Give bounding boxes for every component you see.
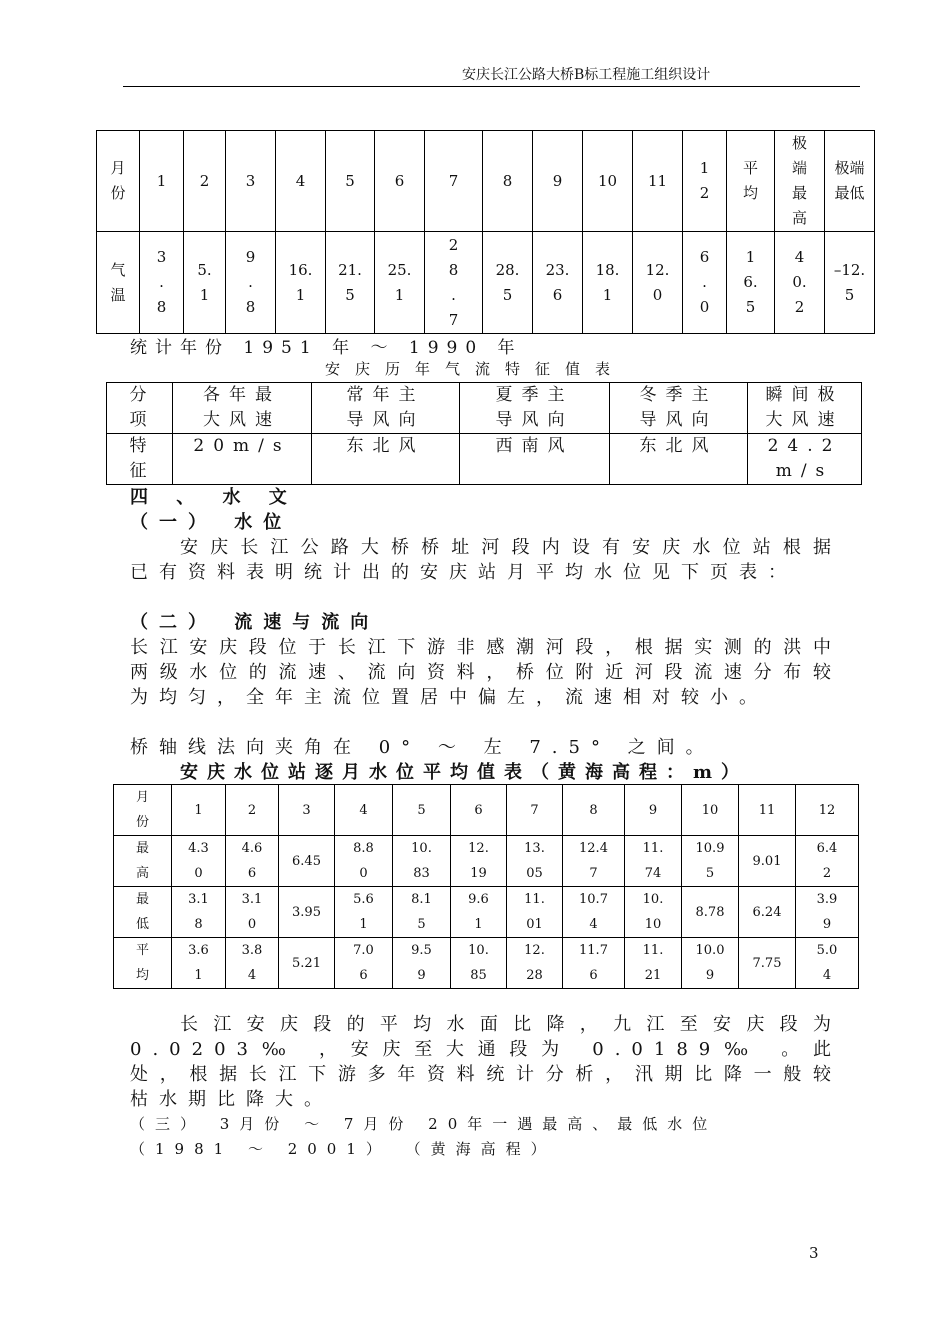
water-value-cell xyxy=(796,938,859,989)
wind-header-cell-text: 各年最大风速 xyxy=(203,385,281,430)
paragraph-flow: 长江安庆段位于长江下游非感潮河段，根据实测的洪中两级水位的流速、流向资料，桥位附近河段流速分布较为均匀，全年主流位置居中偏左，流速相对较小。 xyxy=(130,637,842,708)
table-row xyxy=(114,887,859,938)
water-value-cell-text: 9.01 xyxy=(752,853,782,869)
water-value-cell-text: 4.30 xyxy=(188,841,209,881)
water-header-cell xyxy=(451,785,507,836)
water-value-cell-text: 10.74 xyxy=(579,892,608,932)
water-value-cell xyxy=(682,836,739,887)
temperature-value-cell xyxy=(326,232,375,334)
water-value-cell-text: 5.61 xyxy=(353,892,374,932)
temperature-value-cell xyxy=(184,232,226,334)
water-value-cell-text: 12.47 xyxy=(579,841,608,881)
temperature-header-cell xyxy=(633,131,683,232)
water-value-cell xyxy=(739,938,796,989)
temperature-table xyxy=(96,130,875,334)
water-value-cell xyxy=(172,938,226,989)
water-value-cell-text: 7.75 xyxy=(752,955,782,971)
water-value-cell xyxy=(796,836,859,887)
water-value-cell xyxy=(279,836,335,887)
water-value-cell-text: 11.01 xyxy=(524,892,545,932)
temperature-header-cell-text: 9 xyxy=(552,171,563,190)
wind-value-cell xyxy=(460,434,610,485)
water-value-cell-text: 8.80 xyxy=(353,841,374,881)
temperature-value-cell xyxy=(775,232,825,334)
water-value-cell xyxy=(335,938,393,989)
temperature-note: 统计年份 1951 年 ～ 1990 年 xyxy=(130,338,523,358)
water-value-cell-text: 6.45 xyxy=(292,853,321,869)
water-value-cell xyxy=(625,887,682,938)
temperature-value-cell xyxy=(825,232,875,334)
wind-value-cell xyxy=(312,434,460,485)
wind-header-cell-text: 瞬间极大风速 xyxy=(765,385,844,430)
temperature-value-cell-text: 18.1 xyxy=(595,260,620,304)
temperature-header-cell xyxy=(425,131,483,232)
temperature-header-row xyxy=(97,131,875,232)
temperature-value-cell xyxy=(727,232,775,334)
wind-value-cell-text: 西南风 xyxy=(495,436,574,456)
water-header-cell-text: 9 xyxy=(648,802,658,818)
temperature-header-cell xyxy=(97,131,140,232)
water-header-cell-text: 月份 xyxy=(135,790,149,830)
wind-header-cell-text: 冬季主导风向 xyxy=(639,385,718,430)
wind-header-row xyxy=(107,383,862,434)
temperature-header-cell-text: 2 xyxy=(199,171,210,190)
page-header-title: 安庆长江公路大桥B标工程施工组织设计 xyxy=(462,67,711,83)
temperature-value-cell xyxy=(425,232,483,334)
water-value-cell xyxy=(114,836,172,887)
wind-header-cell xyxy=(312,383,460,434)
temperature-header-cell xyxy=(184,131,226,232)
temperature-header-cell-text: 4 xyxy=(295,171,306,190)
water-value-cell xyxy=(507,836,563,887)
temperature-value-cell-text: 21.5 xyxy=(338,260,362,304)
temperature-header-cell-text: 8 xyxy=(502,171,513,190)
water-value-cell-text: 3.84 xyxy=(241,943,263,983)
temperature-value-cell xyxy=(226,232,276,334)
table-row xyxy=(114,836,859,887)
water-value-cell-text: 5.04 xyxy=(816,943,838,983)
wind-header-cell xyxy=(107,383,173,434)
water-header-cell-text: 4 xyxy=(359,802,368,818)
water-header-cell-text: 5 xyxy=(417,802,426,818)
temperature-value-cell-text: 40.2 xyxy=(792,248,807,316)
paragraph-bridge-angle: 桥轴线法向夹角在 0° ～ 左 7.5° 之间。 xyxy=(130,737,715,758)
temperature-value-cell-text: 16.5 xyxy=(743,248,758,316)
temperature-header-cell-text: 10 xyxy=(597,171,618,190)
temperature-header-cell xyxy=(375,131,425,232)
water-value-cell xyxy=(172,836,226,887)
subsection-20yr-line2: （1981 ～ 2001） （黄海高程） xyxy=(130,1140,556,1158)
temperature-header-cell xyxy=(825,131,875,232)
temperature-value-cell-text: –12.5 xyxy=(833,260,866,304)
wind-value-cell xyxy=(610,434,748,485)
water-value-cell xyxy=(625,836,682,887)
temperature-data-row xyxy=(97,232,875,334)
wind-header-cell-text: 夏季主导风向 xyxy=(495,385,574,430)
water-value-cell-text: 10.09 xyxy=(695,943,725,983)
wind-header-cell xyxy=(460,383,610,434)
temperature-value-cell-text: 28.5 xyxy=(495,260,520,304)
water-value-cell-text: 3.99 xyxy=(816,892,838,932)
water-value-cell-text: 11.76 xyxy=(579,943,608,983)
subsection-20yr-line1: （三） 3月份 ～ 7月份 20年一遇最高、最低水位 xyxy=(130,1115,718,1133)
temperature-header-cell-text: 3 xyxy=(245,171,256,190)
water-value-cell xyxy=(451,938,507,989)
water-value-cell xyxy=(563,887,625,938)
temperature-value-cell-text: 28.7 xyxy=(448,235,459,329)
water-header-row xyxy=(114,785,859,836)
temperature-value-cell xyxy=(583,232,633,334)
water-value-cell xyxy=(279,938,335,989)
water-value-cell xyxy=(226,938,279,989)
temperature-value-cell xyxy=(97,232,140,334)
temperature-header-cell xyxy=(727,131,775,232)
water-value-cell-text: 7.06 xyxy=(353,943,374,983)
temperature-value-cell-text: 23.6 xyxy=(545,260,570,304)
water-header-cell-text: 12 xyxy=(818,802,836,818)
temperature-header-cell xyxy=(226,131,276,232)
water-value-cell xyxy=(739,836,796,887)
water-value-cell xyxy=(226,836,279,887)
water-header-cell xyxy=(226,785,279,836)
water-header-cell xyxy=(739,785,796,836)
water-value-cell xyxy=(226,887,279,938)
temperature-header-cell-text: 6 xyxy=(394,171,405,190)
water-header-cell-text: 11 xyxy=(758,802,776,818)
temperature-header-cell-text: 11 xyxy=(647,171,668,190)
temperature-value-cell-text: 5.1 xyxy=(197,260,212,304)
wind-value-cell-text: 东北风 xyxy=(346,436,425,456)
water-value-cell-text: 12.19 xyxy=(468,841,489,881)
water-header-cell-text: 2 xyxy=(247,802,257,818)
temperature-header-cell-text: 极端最高 xyxy=(791,134,807,227)
water-value-cell-text: 3.61 xyxy=(188,943,209,983)
temperature-header-cell xyxy=(276,131,326,232)
temperature-value-cell xyxy=(633,232,683,334)
water-value-cell xyxy=(279,887,335,938)
water-value-cell xyxy=(507,938,563,989)
water-value-cell-text: 9.61 xyxy=(468,892,489,932)
water-value-cell xyxy=(682,887,739,938)
water-header-cell xyxy=(682,785,739,836)
water-value-cell-text: 3.95 xyxy=(292,904,321,920)
paragraph-slope: 长江安庆段的平均水面比降，九江至安庆段为 0.0203‰ ，安庆至大通段为 0.0189‰ 。此处，根据长江下游多年资料统计分析，汛期比降一般较枯水期比降大。 xyxy=(130,1014,842,1110)
water-value-cell xyxy=(172,887,226,938)
wind-header-cell-text: 常年主导风向 xyxy=(346,385,425,430)
temperature-value-cell xyxy=(375,232,425,334)
temperature-header-cell xyxy=(683,131,727,232)
water-value-cell-text: 10.83 xyxy=(411,841,432,881)
temperature-value-cell-text: 气温 xyxy=(110,260,126,304)
water-header-cell-text: 7 xyxy=(530,802,539,818)
temperature-value-cell-text: 3.8 xyxy=(156,248,167,316)
water-header-cell xyxy=(114,785,172,836)
water-value-cell-text: 11.74 xyxy=(642,841,664,881)
paragraph-water-level: 安庆长江公路大桥桥址河段内设有安庆水位站根据已有资料表明统计出的安庆站月平均水位见下页表： xyxy=(130,537,842,583)
water-value-cell-text: 12.28 xyxy=(524,943,545,983)
water-value-cell xyxy=(335,836,393,887)
water-value-cell-text: 6.42 xyxy=(816,841,838,881)
temperature-value-cell-text: 25.1 xyxy=(387,260,412,304)
water-value-cell-text: 10.10 xyxy=(642,892,664,932)
water-value-cell-text: 最高 xyxy=(135,841,149,881)
water-header-cell-text: 10 xyxy=(701,802,719,818)
water-header-cell xyxy=(335,785,393,836)
water-value-cell xyxy=(507,887,563,938)
water-value-cell-text: 4.66 xyxy=(241,841,263,881)
water-value-cell xyxy=(335,887,393,938)
water-value-cell xyxy=(451,887,507,938)
temperature-header-cell-text: 平均 xyxy=(742,159,758,202)
temperature-header-cell xyxy=(775,131,825,232)
subsection-flow: （二） 流速与流向 xyxy=(130,612,380,633)
water-value-cell-text: 8.78 xyxy=(695,904,725,920)
wind-value-cell xyxy=(173,434,312,485)
wind-value-cell xyxy=(748,434,862,485)
water-header-cell xyxy=(796,785,859,836)
water-header-cell xyxy=(279,785,335,836)
water-value-cell xyxy=(625,938,682,989)
water-level-table xyxy=(113,784,859,989)
water-value-cell-text: 3.18 xyxy=(188,892,209,932)
wind-header-cell xyxy=(610,383,748,434)
temperature-value-cell-text: 9.8 xyxy=(245,248,256,316)
wind-header-cell-text: 分项 xyxy=(129,385,156,430)
temperature-value-cell xyxy=(140,232,184,334)
water-value-cell-text: 5.21 xyxy=(292,955,321,971)
wind-value-cell-text: 东北风 xyxy=(639,436,718,456)
table-row xyxy=(114,938,859,989)
temperature-header-cell-text: 月份 xyxy=(110,159,126,202)
section-4-heading: 四 、 水 文 xyxy=(130,487,298,508)
water-value-cell xyxy=(393,836,451,887)
water-value-cell-text: 10.95 xyxy=(695,841,725,881)
water-value-cell xyxy=(393,887,451,938)
water-table-title: 安庆水位站逐月水位平均值表（黄海高程：m） xyxy=(180,762,749,783)
page-number: 3 xyxy=(809,1244,819,1262)
temperature-header-cell xyxy=(583,131,633,232)
temperature-header-cell xyxy=(326,131,375,232)
temperature-value-cell-text: 12.0 xyxy=(645,260,670,304)
temperature-header-cell-text: 12 xyxy=(699,159,710,202)
temperature-header-cell-text: 极端最低 xyxy=(834,159,865,202)
water-value-cell-text: 9.59 xyxy=(411,943,432,983)
temperature-value-cell xyxy=(683,232,727,334)
water-value-cell-text: 8.15 xyxy=(411,892,432,932)
water-value-cell xyxy=(451,836,507,887)
water-header-cell xyxy=(393,785,451,836)
water-value-cell-text: 11.21 xyxy=(642,943,664,983)
water-value-cell xyxy=(682,938,739,989)
wind-value-cell xyxy=(107,434,173,485)
subsection-water-level: （一） 水位 xyxy=(130,512,293,533)
water-value-cell xyxy=(114,887,172,938)
wind-data-row xyxy=(107,434,862,485)
water-value-cell-text: 平均 xyxy=(135,943,149,983)
wind-value-cell-text: 特征 xyxy=(129,436,156,481)
water-value-cell xyxy=(796,887,859,938)
water-value-cell xyxy=(739,887,796,938)
water-value-cell-text: 3.10 xyxy=(241,892,263,932)
wind-table-title: 安庆历年气流特征值表 xyxy=(325,360,626,378)
water-value-cell-text: 最低 xyxy=(135,892,149,932)
water-header-cell xyxy=(507,785,563,836)
temperature-value-cell-text: 16.1 xyxy=(288,260,313,304)
temperature-header-cell xyxy=(483,131,533,232)
temperature-value-cell xyxy=(533,232,583,334)
temperature-header-cell-text: 5 xyxy=(345,171,355,190)
wind-value-cell-text: 20m/s xyxy=(193,436,291,456)
temperature-header-cell-text: 1 xyxy=(156,171,167,190)
water-value-cell-text: 13.05 xyxy=(524,841,545,881)
water-value-cell xyxy=(563,836,625,887)
temperature-header-cell xyxy=(140,131,184,232)
water-value-cell xyxy=(393,938,451,989)
wind-header-cell xyxy=(173,383,312,434)
water-header-cell-text: 6 xyxy=(474,802,483,818)
wind-header-cell xyxy=(748,383,862,434)
water-value-cell xyxy=(114,938,172,989)
header-rule xyxy=(123,86,860,87)
water-header-cell-text: 1 xyxy=(194,802,203,818)
water-value-cell-text: 10.85 xyxy=(468,943,489,983)
temperature-header-cell xyxy=(533,131,583,232)
temperature-value-cell xyxy=(276,232,326,334)
water-header-cell-text: 8 xyxy=(589,802,598,818)
temperature-value-cell xyxy=(483,232,533,334)
water-header-cell xyxy=(625,785,682,836)
water-header-cell-text: 3 xyxy=(302,802,311,818)
wind-value-cell-text: 24.2m/s xyxy=(767,436,842,481)
temperature-value-cell-text: 6.0 xyxy=(699,248,710,316)
water-header-cell xyxy=(563,785,625,836)
temperature-header-cell-text: 7 xyxy=(448,171,459,190)
water-header-cell xyxy=(172,785,226,836)
water-value-cell-text: 6.24 xyxy=(752,904,782,920)
wind-table xyxy=(106,382,862,485)
water-value-cell xyxy=(563,938,625,989)
